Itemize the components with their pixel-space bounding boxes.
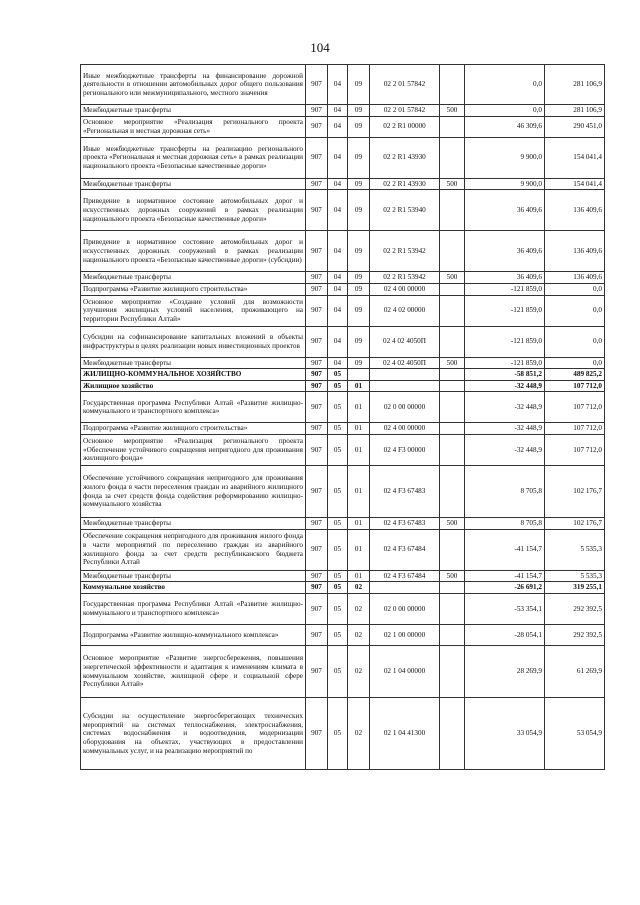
change-amount-cell: 9 900,0: [465, 137, 545, 178]
admin-code-cell: 907: [306, 283, 328, 295]
change-amount-cell: -41 154,7: [465, 570, 545, 582]
section-code-cell: 05: [328, 369, 348, 381]
admin-code-cell: 907: [306, 190, 328, 231]
target-article-cell: 02 2 R1 43930: [370, 178, 440, 190]
row-name-cell: Обеспечение устойчивого сокращения непригодного для проживания жилого фонда в части переселения граждан из аварийного жилищного фонда за счет средств фонда содействия реформированию жилищно-коммунального хозяйства: [81, 466, 306, 518]
total-amount-cell: 319 255,1: [545, 582, 605, 594]
admin-code-cell: 907: [306, 646, 328, 698]
row-name-cell: Обеспечение сокращения непригодного для проживания жилого фонда в части мероприятий по переселению граждан из аварийного жилищного фонда за счет средств республиканского бюджета Республики Алтай: [81, 529, 306, 570]
admin-code-cell: 907: [306, 423, 328, 435]
section-code-cell: 04: [328, 178, 348, 190]
expense-type-cell: [440, 392, 465, 423]
expense-type-cell: [440, 231, 465, 272]
section-code-cell: 05: [328, 646, 348, 698]
target-article-cell: 02 2 R1 53942: [370, 231, 440, 272]
total-amount-cell: 0,0: [545, 326, 605, 357]
table-row: [81, 466, 605, 518]
table-row: [81, 295, 605, 326]
change-amount-cell: 33 054,9: [465, 698, 545, 770]
admin-code-cell: 907: [306, 698, 328, 770]
table-row: [81, 392, 605, 423]
admin-code-cell: 907: [306, 137, 328, 178]
expense-type-cell: [440, 435, 465, 466]
admin-code-cell: 907: [306, 625, 328, 646]
subsection-code-cell: 09: [348, 116, 370, 137]
target-article-cell: 02 0 00 00000: [370, 392, 440, 423]
change-amount-cell: -32 448,9: [465, 435, 545, 466]
total-amount-cell: 136 409,6: [545, 272, 605, 284]
table-row: [81, 435, 605, 466]
expense-type-cell: [440, 295, 465, 326]
total-amount-cell: 154 041,4: [545, 178, 605, 190]
change-amount-cell: 46 309,6: [465, 116, 545, 137]
total-amount-cell: 136 409,6: [545, 231, 605, 272]
section-code-cell: 04: [328, 295, 348, 326]
table-row: [81, 423, 605, 435]
target-article-cell: 02 1 04 00000: [370, 646, 440, 698]
total-amount-cell: 61 269,9: [545, 646, 605, 698]
subsection-code-cell: 01: [348, 518, 370, 530]
admin-code-cell: 907: [306, 435, 328, 466]
total-amount-cell: 102 176,7: [545, 466, 605, 518]
total-amount-cell: 281 106,9: [545, 105, 605, 117]
row-name-cell: Иные межбюджетные трансферты на реализацию регионального проекта «Региональная и местная дорожная сеть» в рамках реализации национального проекта «Безопасные качественные дороги»: [81, 137, 306, 178]
subsection-code-cell: 09: [348, 190, 370, 231]
target-article-cell: 02 4 F3 67483: [370, 518, 440, 530]
target-article-cell: 02 4 00 00000: [370, 283, 440, 295]
table-row: [81, 698, 605, 770]
row-name-cell: Межбюджетные трансферты: [81, 357, 306, 369]
subsection-code-cell: 09: [348, 105, 370, 117]
admin-code-cell: 907: [306, 357, 328, 369]
subsection-code-cell: 09: [348, 295, 370, 326]
change-amount-cell: -121 859,0: [465, 295, 545, 326]
table-row: [81, 116, 605, 137]
expense-type-cell: 500: [440, 105, 465, 117]
expense-type-cell: [440, 380, 465, 392]
admin-code-cell: 907: [306, 529, 328, 570]
row-name-cell: Жилищное хозяйство: [81, 380, 306, 392]
table-row: [81, 231, 605, 272]
expense-type-cell: 500: [440, 178, 465, 190]
target-article-cell: 02 2 R1 00000: [370, 116, 440, 137]
total-amount-cell: 489 825,2: [545, 369, 605, 381]
expense-type-cell: 500: [440, 272, 465, 284]
section-code-cell: 05: [328, 392, 348, 423]
expense-type-cell: [440, 646, 465, 698]
row-name-cell: ЖИЛИЩНО-КОММУНАЛЬНОЕ ХОЗЯЙСТВО: [81, 369, 306, 381]
change-amount-cell: 36 409,6: [465, 231, 545, 272]
admin-code-cell: 907: [306, 570, 328, 582]
target-article-cell: 02 4 00 00000: [370, 423, 440, 435]
section-code-cell: 05: [328, 582, 348, 594]
target-article-cell: 02 4 F3 67483: [370, 466, 440, 518]
change-amount-cell: -121 859,0: [465, 357, 545, 369]
section-code-cell: 05: [328, 625, 348, 646]
section-code-cell: 04: [328, 272, 348, 284]
expense-type-cell: [440, 698, 465, 770]
subsection-code-cell: 02: [348, 646, 370, 698]
change-amount-cell: 0,0: [465, 65, 545, 105]
total-amount-cell: 107 712,0: [545, 423, 605, 435]
table-row: [81, 178, 605, 190]
target-article-cell: 02 4 02 00000: [370, 295, 440, 326]
section-code-cell: 05: [328, 518, 348, 530]
total-amount-cell: 292 392,5: [545, 625, 605, 646]
table-row: [81, 380, 605, 392]
total-amount-cell: 136 409,6: [545, 190, 605, 231]
subsection-code-cell: 02: [348, 594, 370, 625]
change-amount-cell: -121 859,0: [465, 326, 545, 357]
target-article-cell: 02 4 F3 00000: [370, 435, 440, 466]
expense-type-cell: [440, 326, 465, 357]
subsection-code-cell: 01: [348, 466, 370, 518]
section-code-cell: 05: [328, 570, 348, 582]
change-amount-cell: -53 354,1: [465, 594, 545, 625]
total-amount-cell: 5 535,3: [545, 570, 605, 582]
row-name-cell: Государственная программа Республики Алтай «Развитие жилищно-коммунального и транспортного комплекса»: [81, 392, 306, 423]
total-amount-cell: 0,0: [545, 283, 605, 295]
change-amount-cell: 36 409,6: [465, 190, 545, 231]
section-code-cell: 05: [328, 698, 348, 770]
row-name-cell: Основное мероприятие «Реализация регионального проекта «Обеспечение устойчивого сокращения непригодного для проживания жилищного фонда»: [81, 435, 306, 466]
section-code-cell: 05: [328, 435, 348, 466]
subsection-code-cell: 09: [348, 326, 370, 357]
section-code-cell: 04: [328, 190, 348, 231]
subsection-code-cell: 01: [348, 570, 370, 582]
change-amount-cell: -121 859,0: [465, 283, 545, 295]
change-amount-cell: -28 054,1: [465, 625, 545, 646]
expense-type-cell: [440, 582, 465, 594]
row-name-cell: Межбюджетные трансферты: [81, 105, 306, 117]
admin-code-cell: 907: [306, 594, 328, 625]
total-amount-cell: 0,0: [545, 295, 605, 326]
row-name-cell: Субсидии на осуществление энергосберегающих технических мероприятий на системах теплоснабжения, электроснабжения, системах водоснабжения и водоотведения, модернизации оборудования на объектах, участвующих в предоставлении коммунальных услуг, и на реализацию мероприятий по: [81, 698, 306, 770]
row-name-cell: Основное мероприятие «Создание условий для возможности улучшения жилищных условий населения, проживающего на территории Республики Алтай»: [81, 295, 306, 326]
target-article-cell: 02 0 00 00000: [370, 594, 440, 625]
expense-type-cell: [440, 594, 465, 625]
row-name-cell: Межбюджетные трансферты: [81, 272, 306, 284]
row-name-cell: Коммунальное хозяйство: [81, 582, 306, 594]
total-amount-cell: 0,0: [545, 357, 605, 369]
target-article-cell: 02 4 02 4050П: [370, 357, 440, 369]
target-article-cell: 02 2 R1 43930: [370, 137, 440, 178]
subsection-code-cell: 09: [348, 231, 370, 272]
change-amount-cell: 28 269,9: [465, 646, 545, 698]
row-name-cell: Приведение в нормативное состояние автомобильных дорог и искусственных дорожных сооружений в рамках реализации национального проекта «Безопасные качественные дороги» (субсидии): [81, 231, 306, 272]
admin-code-cell: 907: [306, 231, 328, 272]
row-name-cell: Межбюджетные трансферты: [81, 570, 306, 582]
expense-type-cell: 500: [440, 357, 465, 369]
admin-code-cell: 907: [306, 518, 328, 530]
section-code-cell: 04: [328, 65, 348, 105]
section-code-cell: 05: [328, 529, 348, 570]
expense-type-cell: [440, 369, 465, 381]
table-row: [81, 105, 605, 117]
target-article-cell: [370, 369, 440, 381]
page-number: 104: [310, 40, 330, 55]
change-amount-cell: -32 448,9: [465, 392, 545, 423]
row-name-cell: Основное мероприятие «Развитие энергосбережения, повышения энергетической эффективности и адаптация к изменениям климата в коммунальном хозяйстве, жилищной сфере и социальной сфере Республики Алтай»: [81, 646, 306, 698]
admin-code-cell: 907: [306, 272, 328, 284]
table-row: [81, 357, 605, 369]
subsection-code-cell: 09: [348, 272, 370, 284]
table-row: [81, 594, 605, 625]
total-amount-cell: 107 712,0: [545, 380, 605, 392]
expense-type-cell: [440, 116, 465, 137]
admin-code-cell: 907: [306, 65, 328, 105]
expense-type-cell: [440, 283, 465, 295]
admin-code-cell: 907: [306, 582, 328, 594]
expense-type-cell: [440, 190, 465, 231]
admin-code-cell: 907: [306, 326, 328, 357]
change-amount-cell: -32 448,9: [465, 380, 545, 392]
admin-code-cell: 907: [306, 380, 328, 392]
section-code-cell: 05: [328, 423, 348, 435]
total-amount-cell: 102 176,7: [545, 518, 605, 530]
change-amount-cell: 36 409,6: [465, 272, 545, 284]
total-amount-cell: 107 712,0: [545, 392, 605, 423]
subsection-code-cell: 02: [348, 582, 370, 594]
target-article-cell: 02 1 04 41300: [370, 698, 440, 770]
admin-code-cell: 907: [306, 369, 328, 381]
section-code-cell: 04: [328, 326, 348, 357]
change-amount-cell: 9 900,0: [465, 178, 545, 190]
admin-code-cell: 907: [306, 392, 328, 423]
table-row: [81, 137, 605, 178]
total-amount-cell: 53 054,9: [545, 698, 605, 770]
subsection-code-cell: 01: [348, 423, 370, 435]
admin-code-cell: 907: [306, 466, 328, 518]
section-code-cell: 04: [328, 231, 348, 272]
table-row: [81, 65, 605, 105]
subsection-code-cell: 01: [348, 529, 370, 570]
target-article-cell: 02 2 R1 53940: [370, 190, 440, 231]
row-name-cell: Иные межбюджетные трансферты на финансирование дорожной деятельности в отношении автомобильных дорог общего пользования регионального или межмуниципального, местного значения: [81, 65, 306, 105]
change-amount-cell: -41 154,7: [465, 529, 545, 570]
table-row: [81, 529, 605, 570]
row-name-cell: Основное мероприятие «Реализация регионального проекта «Региональная и местная дорожная сеть»: [81, 116, 306, 137]
admin-code-cell: 907: [306, 295, 328, 326]
target-article-cell: 02 4 02 4050П: [370, 326, 440, 357]
row-name-cell: Подпрограмма «Развитие жилищного строительства»: [81, 423, 306, 435]
subsection-code-cell: 09: [348, 178, 370, 190]
section-code-cell: 05: [328, 380, 348, 392]
expense-type-cell: [440, 65, 465, 105]
expense-type-cell: 500: [440, 570, 465, 582]
total-amount-cell: 5 535,3: [545, 529, 605, 570]
expense-type-cell: [440, 137, 465, 178]
table-row: [81, 570, 605, 582]
total-amount-cell: 107 712,0: [545, 435, 605, 466]
section-code-cell: 04: [328, 283, 348, 295]
table-row: [81, 283, 605, 295]
subsection-code-cell: 02: [348, 625, 370, 646]
subsection-code-cell: 01: [348, 435, 370, 466]
section-code-cell: 04: [328, 357, 348, 369]
section-code-cell: 04: [328, 137, 348, 178]
section-code-cell: 05: [328, 466, 348, 518]
table-row: [81, 646, 605, 698]
target-article-cell: 02 4 F3 67484: [370, 570, 440, 582]
row-name-cell: Подпрограмма «Развитие жилищно-коммунального комплекса»: [81, 625, 306, 646]
admin-code-cell: 907: [306, 105, 328, 117]
total-amount-cell: 281 106,9: [545, 65, 605, 105]
target-article-cell: [370, 380, 440, 392]
change-amount-cell: 8 705,8: [465, 518, 545, 530]
total-amount-cell: 292 392,5: [545, 594, 605, 625]
target-article-cell: 02 2 01 57842: [370, 65, 440, 105]
row-name-cell: Субсидии на софинансирование капитальных вложений в объекты инфраструктуры в целях реализации новых инвестиционных проектов: [81, 326, 306, 357]
subsection-code-cell: 09: [348, 137, 370, 178]
target-article-cell: [370, 582, 440, 594]
subsection-code-cell: 01: [348, 392, 370, 423]
expense-type-cell: [440, 423, 465, 435]
section-code-cell: 04: [328, 116, 348, 137]
section-code-cell: 05: [328, 594, 348, 625]
table-row: [81, 369, 605, 381]
subsection-code-cell: 02: [348, 698, 370, 770]
expense-type-cell: [440, 466, 465, 518]
target-article-cell: 02 2 01 57842: [370, 105, 440, 117]
row-name-cell: Подпрограмма «Развитие жилищного строительства»: [81, 283, 306, 295]
row-name-cell: Межбюджетные трансферты: [81, 518, 306, 530]
admin-code-cell: 907: [306, 116, 328, 137]
target-article-cell: 02 1 00 00000: [370, 625, 440, 646]
budget-table: [80, 64, 605, 770]
row-name-cell: Приведение в нормативное состояние автомобильных дорог и искусственных дорожных сооружений в рамках реализации национального проекта «Безопасные качественные дороги»: [81, 190, 306, 231]
section-code-cell: 04: [328, 105, 348, 117]
row-name-cell: Государственная программа Республики Алтай «Развитие жилищно-коммунального и транспортного комплекса»: [81, 594, 306, 625]
table-row: [81, 625, 605, 646]
target-article-cell: 02 4 F3 67484: [370, 529, 440, 570]
table-row: [81, 326, 605, 357]
total-amount-cell: 154 041,4: [545, 137, 605, 178]
subsection-code-cell: 09: [348, 65, 370, 105]
change-amount-cell: -58 851,2: [465, 369, 545, 381]
subsection-code-cell: 09: [348, 357, 370, 369]
change-amount-cell: -26 691,2: [465, 582, 545, 594]
change-amount-cell: 8 705,8: [465, 466, 545, 518]
expense-type-cell: [440, 529, 465, 570]
table-row: [81, 272, 605, 284]
change-amount-cell: 0,0: [465, 105, 545, 117]
target-article-cell: 02 2 R1 53942: [370, 272, 440, 284]
table-row: [81, 518, 605, 530]
table-row: [81, 190, 605, 231]
expense-type-cell: [440, 625, 465, 646]
table-row: [81, 582, 605, 594]
subsection-code-cell: 01: [348, 380, 370, 392]
admin-code-cell: 907: [306, 178, 328, 190]
change-amount-cell: -32 448,9: [465, 423, 545, 435]
row-name-cell: Межбюджетные трансферты: [81, 178, 306, 190]
expense-type-cell: 500: [440, 518, 465, 530]
subsection-code-cell: 09: [348, 283, 370, 295]
subsection-code-cell: [348, 369, 370, 381]
total-amount-cell: 290 451,0: [545, 116, 605, 137]
